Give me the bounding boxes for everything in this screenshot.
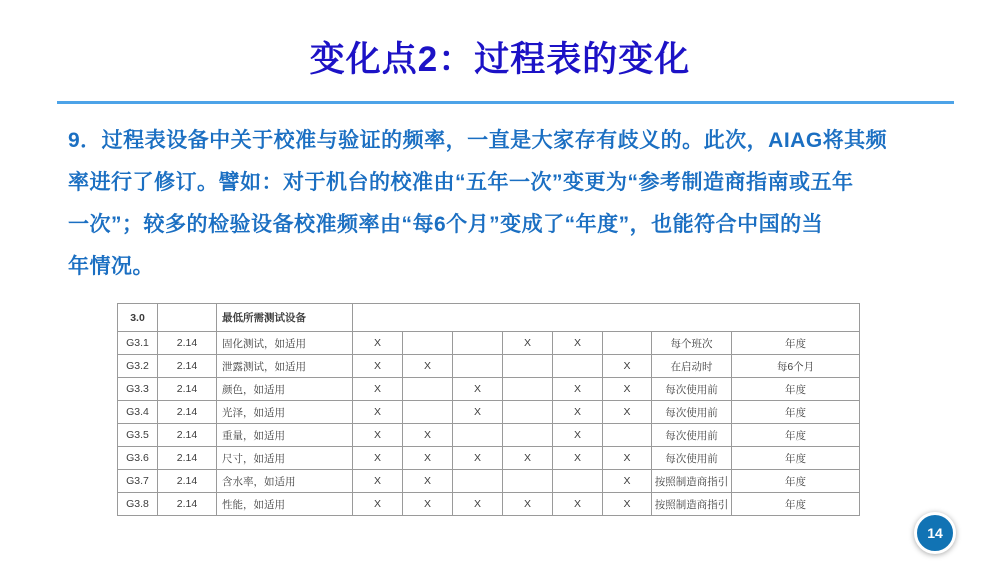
table-cell-id: G3.1 [118, 332, 158, 355]
header-cell-ref [158, 304, 217, 332]
table-cell-id: G3.6 [118, 447, 158, 470]
table-cell-mark: X [603, 493, 652, 516]
table-cell-freq1: 每次使用前 [652, 401, 732, 424]
table-cell-mark [503, 424, 553, 447]
page-number-badge [914, 512, 956, 554]
table-cell-mark: X [353, 355, 403, 378]
table-cell-mark: X [453, 447, 503, 470]
table-cell-freq1: 每次使用前 [652, 424, 732, 447]
page-number: 14 [927, 525, 943, 541]
table-row [118, 493, 860, 516]
table-cell-mark: X [553, 424, 603, 447]
table-cell-mark [553, 470, 603, 493]
table-cell-mark: X [403, 447, 453, 470]
table-cell-mark [503, 355, 553, 378]
table-cell-mark [503, 378, 553, 401]
table-cell-mark: X [453, 378, 503, 401]
process-table [117, 303, 860, 516]
table-cell-mark: X [403, 355, 453, 378]
table-cell-mark: X [553, 378, 603, 401]
table-cell-ref: 2.14 [158, 401, 217, 424]
table-cell-mark [603, 332, 652, 355]
slide-title: 变化点2：过程表的变化 [309, 40, 691, 79]
table-cell-mark [553, 355, 603, 378]
table-cell-ref: 2.14 [158, 447, 217, 470]
table-cell-desc: 泄露测试，如适用 [217, 355, 353, 378]
table-cell-freq1: 每次使用前 [652, 378, 732, 401]
table-cell-mark: X [353, 401, 403, 424]
table-cell-mark [453, 355, 503, 378]
paragraph-line: 一次”；较多的检验设备校准频率由“每6个月”变成了“年度”，也能符合中国的当 [68, 213, 824, 236]
table-cell-desc: 重量，如适用 [217, 424, 353, 447]
table-cell-mark [403, 378, 453, 401]
table-cell-freq2: 年度 [732, 447, 860, 470]
header-cell-merged [353, 304, 860, 332]
table-cell-freq2: 每6个月 [732, 355, 860, 378]
table-cell-mark: X [553, 401, 603, 424]
table-cell-mark: X [553, 332, 603, 355]
table-cell-ref: 2.14 [158, 355, 217, 378]
paragraph-line: 9．过程表设备中关于校准与验证的频率，一直是大家存有歧义的。此次，AIAG将其频 [68, 129, 888, 152]
table-cell-mark: X [353, 424, 403, 447]
table-cell-desc: 颜色，如适用 [217, 378, 353, 401]
table-cell-mark: X [603, 470, 652, 493]
table-cell-mark [453, 424, 503, 447]
table-row [118, 401, 860, 424]
table-cell-mark: X [403, 493, 453, 516]
paragraph-line: 率进行了修订。譬如：对于机台的校准由“五年一次”变更为“参考制造商指南或五年 [68, 171, 854, 194]
table-cell-desc: 含水率，如适用 [217, 470, 353, 493]
table-cell-mark: X [503, 447, 553, 470]
table-cell-mark [403, 401, 453, 424]
table-header-row [118, 304, 860, 332]
table-cell-mark: X [353, 378, 403, 401]
table-cell-mark: X [353, 470, 403, 493]
table-cell-id: G3.5 [118, 424, 158, 447]
table-row [118, 355, 860, 378]
table-cell-mark: X [403, 470, 453, 493]
table-cell-id: G3.3 [118, 378, 158, 401]
table-cell-mark: X [553, 493, 603, 516]
table-row [118, 332, 860, 355]
table-cell-ref: 2.14 [158, 332, 217, 355]
table-cell-mark [503, 470, 553, 493]
table-cell-mark: X [503, 332, 553, 355]
process-table-body [118, 332, 860, 516]
table-cell-desc: 固化测试，如适用 [217, 332, 353, 355]
header-cell-equipment-title: 最低所需测试设备 [217, 304, 353, 332]
table-row [118, 424, 860, 447]
table-cell-mark [503, 401, 553, 424]
table-cell-mark: X [503, 493, 553, 516]
table-cell-mark: X [353, 332, 403, 355]
table-cell-mark: X [353, 493, 403, 516]
table-cell-freq1: 在启动时 [652, 355, 732, 378]
table-cell-mark: X [553, 447, 603, 470]
table-cell-freq2: 年度 [732, 401, 860, 424]
paragraph-line: 年情况。 [68, 255, 154, 278]
table-cell-mark: X [603, 355, 652, 378]
table-cell-mark: X [603, 447, 652, 470]
table-cell-desc: 尺寸，如适用 [217, 447, 353, 470]
table-cell-freq2: 年度 [732, 424, 860, 447]
table-cell-ref: 2.14 [158, 378, 217, 401]
table-cell-mark [603, 424, 652, 447]
table-cell-ref: 2.14 [158, 493, 217, 516]
header-cell-section: 3.0 [118, 304, 158, 332]
table-cell-mark: X [453, 401, 503, 424]
table-cell-mark: X [403, 424, 453, 447]
table-cell-desc: 性能，如适用 [217, 493, 353, 516]
table-cell-freq1: 按照制造商指引 [652, 470, 732, 493]
table-cell-freq2: 年度 [732, 378, 860, 401]
table-cell-freq1: 按照制造商指引 [652, 493, 732, 516]
title-divider [57, 101, 954, 104]
table-cell-mark: X [603, 378, 652, 401]
table-cell-mark [453, 470, 503, 493]
table-cell-freq1: 每个班次 [652, 332, 732, 355]
table-cell-freq2: 年度 [732, 470, 860, 493]
table-row [118, 447, 860, 470]
table-cell-mark: X [603, 401, 652, 424]
body-paragraph [68, 120, 948, 288]
table-cell-desc: 光泽，如适用 [217, 401, 353, 424]
table-cell-freq2: 年度 [732, 332, 860, 355]
table-cell-mark: X [353, 447, 403, 470]
table-row [118, 378, 860, 401]
table-cell-id: G3.7 [118, 470, 158, 493]
table-cell-freq1: 每次使用前 [652, 447, 732, 470]
table-cell-id: G3.2 [118, 355, 158, 378]
table-cell-ref: 2.14 [158, 470, 217, 493]
table-cell-mark [453, 332, 503, 355]
table-cell-id: G3.4 [118, 401, 158, 424]
table-cell-id: G3.8 [118, 493, 158, 516]
table-cell-mark: X [453, 493, 503, 516]
table-row [118, 470, 860, 493]
table-cell-mark [403, 332, 453, 355]
table-cell-freq2: 年度 [732, 493, 860, 516]
table-cell-ref: 2.14 [158, 424, 217, 447]
